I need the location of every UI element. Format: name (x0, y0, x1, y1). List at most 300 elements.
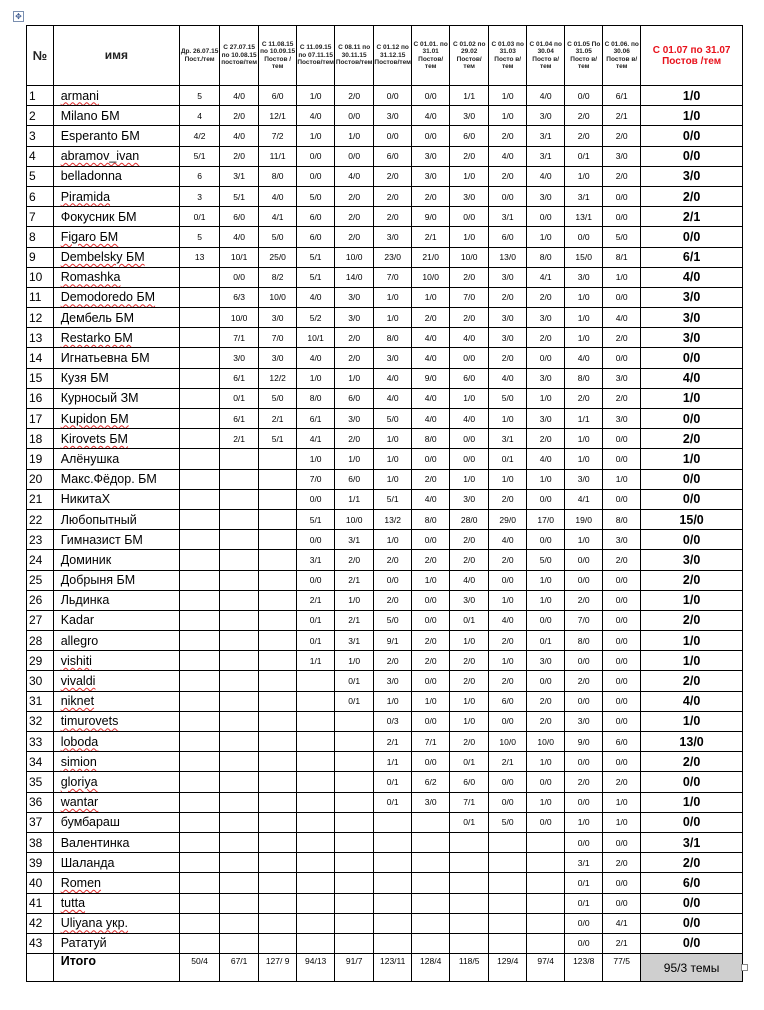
current-period-value: 2/0 (641, 570, 743, 590)
period-value: 2/1 (220, 429, 259, 449)
period-value: 8/0 (374, 328, 412, 348)
period-value (180, 631, 220, 651)
period-value (374, 853, 412, 873)
member-name-text: niknet (60, 694, 95, 709)
period-value: 3 (180, 186, 220, 206)
period-value: 8/0 (412, 429, 450, 449)
period-value: 3/0 (565, 469, 603, 489)
period-value (220, 530, 259, 550)
member-name (53, 853, 179, 873)
period-value (412, 853, 450, 873)
period-value (259, 832, 297, 852)
period-value: 0/0 (527, 772, 565, 792)
period-value (450, 832, 489, 852)
period-value: 3/0 (527, 106, 565, 126)
period-value: 6/0 (259, 86, 297, 106)
period-value: 0/0 (565, 227, 603, 247)
period-value (259, 610, 297, 630)
period-value (259, 792, 297, 812)
table-row (27, 873, 743, 893)
member-name (53, 812, 179, 832)
period-value: 1/0 (297, 86, 335, 106)
member-name-text: Фокусник БМ (60, 209, 137, 224)
period-value: 4/0 (412, 328, 450, 348)
period-value: 2/0 (412, 469, 450, 489)
member-name-text: armani (60, 88, 99, 103)
period-value (259, 509, 297, 529)
period-value: 5/0 (527, 550, 565, 570)
member-name-text: Piramida (60, 189, 111, 204)
period-value: 11/1 (259, 146, 297, 166)
member-name-text: Гимназист БМ (60, 532, 143, 547)
period-value: 2/0 (374, 166, 412, 186)
period-value: 3/1 (565, 853, 603, 873)
period-value: 2/0 (335, 227, 374, 247)
period-value: 3/0 (527, 409, 565, 429)
posts-statistics-table (26, 25, 743, 982)
period-value: 0/0 (603, 207, 641, 227)
member-name (53, 913, 179, 933)
period-value: 2/1 (412, 227, 450, 247)
period-value: 2/0 (374, 590, 412, 610)
period-value: 3/0 (565, 267, 603, 287)
period-value: 7/2 (259, 126, 297, 146)
period-value: 0/0 (603, 429, 641, 449)
row-number: 32 (27, 711, 54, 731)
row-number: 15 (27, 368, 54, 388)
table-row (27, 691, 743, 711)
period-value: 0/0 (412, 126, 450, 146)
table-row (27, 227, 743, 247)
table-row (27, 469, 743, 489)
period-value: 5/1 (259, 429, 297, 449)
period-value: 1/0 (374, 691, 412, 711)
row-number: 39 (27, 853, 54, 873)
period-value: 4/0 (489, 146, 527, 166)
member-name (53, 631, 179, 651)
row-number: 1 (27, 86, 54, 106)
table-row (27, 651, 743, 671)
member-name-text: wantar (60, 795, 99, 810)
period-value: 1/0 (603, 812, 641, 832)
period-value: 0/0 (412, 711, 450, 731)
current-period-value: 4/0 (641, 267, 743, 287)
member-name-text: Игнатьевна БМ (60, 351, 150, 366)
member-name-text: Milano БМ (60, 108, 120, 123)
period-value (259, 449, 297, 469)
period-value: 0/1 (335, 671, 374, 691)
row-number: 17 (27, 409, 54, 429)
period-value: 2/0 (489, 126, 527, 146)
period-value: 6/3 (220, 287, 259, 307)
period-value: 0/0 (489, 570, 527, 590)
period-value: 2/1 (603, 933, 641, 953)
period-value (489, 933, 527, 953)
period-value: 13/0 (489, 247, 527, 267)
period-total: 77/5 (603, 954, 641, 982)
period-value: 0/0 (412, 449, 450, 469)
period-value: 1/0 (489, 409, 527, 429)
table-header-row (27, 26, 743, 86)
period-value: 5/1 (374, 489, 412, 509)
period-value: 28/0 (450, 509, 489, 529)
table-row (27, 631, 743, 651)
period-value (180, 348, 220, 368)
period-value: 1/0 (335, 651, 374, 671)
period-value: 3/0 (374, 671, 412, 691)
table-move-handle-icon[interactable]: ✥ (13, 11, 24, 22)
period-value: 1/0 (603, 267, 641, 287)
period-value: 6/0 (297, 207, 335, 227)
period-value: 0/1 (489, 449, 527, 469)
period-value (220, 469, 259, 489)
period-value: 0/0 (220, 267, 259, 287)
row-number: 13 (27, 328, 54, 348)
member-name-text: Дембель БМ (60, 310, 135, 325)
table-row (27, 186, 743, 206)
period-value: 2/0 (603, 166, 641, 186)
table-row (27, 590, 743, 610)
period-value: 17/0 (527, 509, 565, 529)
member-name (53, 267, 179, 287)
member-name (53, 86, 179, 106)
period-value: 6 (180, 166, 220, 186)
period-value: 5/0 (603, 227, 641, 247)
period-value: 0/0 (527, 671, 565, 691)
period-value: 2/0 (489, 166, 527, 186)
period-value (220, 732, 259, 752)
current-period-value: 0/0 (641, 146, 743, 166)
period-value: 5/0 (489, 812, 527, 832)
period-value: 4/1 (259, 207, 297, 227)
column-header-period: С 01.03 по 31.03 Посто в/тем (489, 26, 527, 86)
period-value: 4/0 (527, 86, 565, 106)
period-value: 2/0 (450, 308, 489, 328)
row-number: 23 (27, 530, 54, 550)
member-name (53, 691, 179, 711)
period-value (297, 853, 335, 873)
period-value: 1/0 (527, 469, 565, 489)
row-number: 40 (27, 873, 54, 893)
current-period-value: 3/0 (641, 166, 743, 186)
row-number: 4 (27, 146, 54, 166)
period-value: 0/0 (603, 651, 641, 671)
period-value (180, 388, 220, 408)
column-header-period: С 01.04 по 30.04 Посто в/тем (527, 26, 565, 86)
period-value: 2/0 (450, 671, 489, 691)
period-value: 3/0 (259, 308, 297, 328)
period-value: 1/0 (374, 308, 412, 328)
table-row (27, 429, 743, 449)
period-value: 21/0 (412, 247, 450, 267)
period-value: 2/1 (259, 409, 297, 429)
member-name (53, 530, 179, 550)
row-number: 2 (27, 106, 54, 126)
period-value (297, 933, 335, 953)
current-period-value: 0/0 (641, 409, 743, 429)
period-value: 3/0 (527, 651, 565, 671)
period-value: 0/0 (489, 186, 527, 206)
column-header-period: С 27.07.15 по 10.08.15 постов/тем (220, 26, 259, 86)
member-name (53, 348, 179, 368)
period-value: 0/0 (374, 570, 412, 590)
member-name-text: allegro (60, 633, 99, 648)
member-name-text: gloriya (60, 774, 98, 789)
period-value: 2/0 (527, 711, 565, 731)
column-header-period: С 01.01. по 31.01 Постов/ тем (412, 26, 450, 86)
period-value (374, 913, 412, 933)
current-period-value: 0/0 (641, 933, 743, 953)
member-name-text: Kupidon БМ (60, 411, 129, 426)
table-row (27, 792, 743, 812)
current-period-value: 15/0 (641, 509, 743, 529)
period-value: 0/0 (565, 691, 603, 711)
period-value: 2/0 (565, 772, 603, 792)
table-row (27, 247, 743, 267)
period-value: 5/0 (489, 388, 527, 408)
period-value (220, 792, 259, 812)
row-number: 28 (27, 631, 54, 651)
period-value: 1/0 (297, 449, 335, 469)
period-value: 1/0 (565, 449, 603, 469)
current-period-value: 2/0 (641, 610, 743, 630)
period-value: 10/0 (450, 247, 489, 267)
member-name (53, 166, 179, 186)
period-value: 0/1 (220, 388, 259, 408)
current-period-value: 2/0 (641, 752, 743, 772)
period-value: 19/0 (565, 509, 603, 529)
current-period-value: 0/0 (641, 812, 743, 832)
period-value (220, 671, 259, 691)
period-value (220, 590, 259, 610)
period-value (180, 368, 220, 388)
column-header-number: № (27, 26, 54, 86)
period-value: 4/0 (489, 368, 527, 388)
current-period-value: 3/1 (641, 832, 743, 852)
member-name (53, 671, 179, 691)
period-value (527, 893, 565, 913)
period-value (297, 832, 335, 852)
period-value: 1/0 (489, 86, 527, 106)
current-period-value: 1/0 (641, 86, 743, 106)
member-name-text: Рататуй (60, 936, 107, 951)
table-row (27, 933, 743, 953)
member-name (53, 752, 179, 772)
period-value: 1/0 (489, 106, 527, 126)
table-resize-handle[interactable] (741, 964, 748, 971)
period-value: 2/0 (335, 328, 374, 348)
period-value: 5/0 (374, 610, 412, 630)
period-value: 4/0 (220, 86, 259, 106)
period-value (180, 893, 220, 913)
period-value: 0/1 (527, 631, 565, 651)
row-number: 43 (27, 933, 54, 953)
member-name-text: Restarko БМ (60, 330, 133, 345)
table-row (27, 287, 743, 307)
period-value (220, 873, 259, 893)
period-value: 2/0 (603, 772, 641, 792)
period-value: 0/0 (450, 449, 489, 469)
period-value: 1/0 (603, 792, 641, 812)
period-value: 7/1 (412, 732, 450, 752)
period-value (335, 711, 374, 731)
current-period-value: 1/0 (641, 388, 743, 408)
period-value (180, 691, 220, 711)
period-value (297, 893, 335, 913)
table-row (27, 348, 743, 368)
period-value: 4/0 (374, 368, 412, 388)
period-value (220, 570, 259, 590)
period-value: 1/0 (450, 691, 489, 711)
period-value: 1/0 (489, 469, 527, 489)
row-number: 29 (27, 651, 54, 671)
period-value (450, 873, 489, 893)
current-period-value: 3/0 (641, 550, 743, 570)
period-value (180, 429, 220, 449)
row-number: 38 (27, 832, 54, 852)
period-value: 0/1 (450, 752, 489, 772)
period-total: 118/5 (450, 954, 489, 982)
member-name (53, 933, 179, 953)
period-value: 4/1 (565, 489, 603, 509)
period-value: 0/0 (412, 86, 450, 106)
period-value (489, 853, 527, 873)
period-value: 7/1 (220, 328, 259, 348)
period-value (220, 651, 259, 671)
row-number: 33 (27, 732, 54, 752)
period-value (259, 530, 297, 550)
period-value (180, 711, 220, 731)
period-value (220, 853, 259, 873)
period-value (259, 631, 297, 651)
member-name-text: Шаланда (60, 855, 115, 870)
current-period-value: 0/0 (641, 126, 743, 146)
period-value (220, 812, 259, 832)
member-name-text: Макс.Фёдор. БМ (60, 472, 157, 487)
period-value (297, 913, 335, 933)
period-value (374, 873, 412, 893)
table-row (27, 832, 743, 852)
member-name (53, 711, 179, 731)
current-period-value: 0/0 (641, 227, 743, 247)
period-value: 3/1 (527, 126, 565, 146)
member-name (53, 287, 179, 307)
period-value: 1/0 (450, 227, 489, 247)
table-row (27, 166, 743, 186)
period-value: 10/0 (489, 732, 527, 752)
period-value (374, 893, 412, 913)
period-value: 2/1 (489, 752, 527, 772)
member-name-text: simion (60, 754, 97, 769)
period-value: 7/0 (450, 287, 489, 307)
member-name (53, 489, 179, 509)
column-header-period: С 01.06. по 30.06 Постов в/тем (603, 26, 641, 86)
period-value: 2/1 (374, 732, 412, 752)
member-name (53, 388, 179, 408)
period-total: 128/4 (412, 954, 450, 982)
period-value: 3/0 (527, 186, 565, 206)
period-value: 1/1 (297, 651, 335, 671)
period-value (180, 328, 220, 348)
period-value: 4/0 (450, 328, 489, 348)
period-total: 127/ 9 (259, 954, 297, 982)
period-value (180, 671, 220, 691)
period-value (450, 933, 489, 953)
period-value: 0/0 (335, 146, 374, 166)
period-value: 4/1 (297, 429, 335, 449)
member-name-text: Льдинка (60, 593, 110, 608)
period-value: 6/1 (220, 368, 259, 388)
period-value (450, 893, 489, 913)
period-value: 3/0 (450, 590, 489, 610)
period-value (259, 651, 297, 671)
period-value: 13 (180, 247, 220, 267)
period-value: 0/0 (527, 530, 565, 550)
period-value (180, 590, 220, 610)
period-total: 123/11 (374, 954, 412, 982)
period-value: 2/0 (335, 86, 374, 106)
period-value: 9/0 (412, 368, 450, 388)
member-name (53, 146, 179, 166)
period-value: 1/0 (565, 166, 603, 186)
period-value: 2/0 (527, 429, 565, 449)
table-row (27, 530, 743, 550)
period-value: 2/0 (565, 671, 603, 691)
period-value: 8/0 (565, 631, 603, 651)
member-name (53, 550, 179, 570)
row-number: 11 (27, 287, 54, 307)
period-value: 8/0 (297, 388, 335, 408)
period-value: 3/0 (450, 489, 489, 509)
period-value: 9/0 (565, 732, 603, 752)
column-header-period: С 11.09.15 по 07.11.15 Постов/тем (297, 26, 335, 86)
period-value: 0/0 (603, 671, 641, 691)
row-number: 25 (27, 570, 54, 590)
table-row (27, 570, 743, 590)
period-value: 3/0 (335, 287, 374, 307)
period-value: 0/0 (335, 106, 374, 126)
period-value: 2/0 (374, 207, 412, 227)
period-value: 0/3 (374, 711, 412, 731)
period-value (489, 832, 527, 852)
period-value: 6/0 (450, 772, 489, 792)
period-value: 0/0 (603, 610, 641, 630)
member-name-text: Uliyana укр. (60, 916, 129, 931)
period-value: 3/0 (489, 267, 527, 287)
period-value: 3/0 (220, 348, 259, 368)
period-value (180, 550, 220, 570)
period-value (220, 449, 259, 469)
period-value: 3/1 (220, 166, 259, 186)
current-period-value: 3/0 (641, 328, 743, 348)
table-row (27, 388, 743, 408)
period-value: 0/0 (297, 146, 335, 166)
period-value (527, 832, 565, 852)
row-number: 8 (27, 227, 54, 247)
period-value (180, 409, 220, 429)
member-name (53, 106, 179, 126)
member-name-text: Esperanto БМ (60, 128, 140, 143)
period-value (259, 933, 297, 953)
period-value: 3/1 (335, 530, 374, 550)
table-row (27, 752, 743, 772)
member-name-text: Romen (60, 875, 101, 890)
period-value: 3/0 (603, 368, 641, 388)
period-value: 3/0 (565, 711, 603, 731)
period-value: 3/0 (335, 308, 374, 328)
period-value: 3/1 (489, 429, 527, 449)
period-value: 8/0 (527, 247, 565, 267)
